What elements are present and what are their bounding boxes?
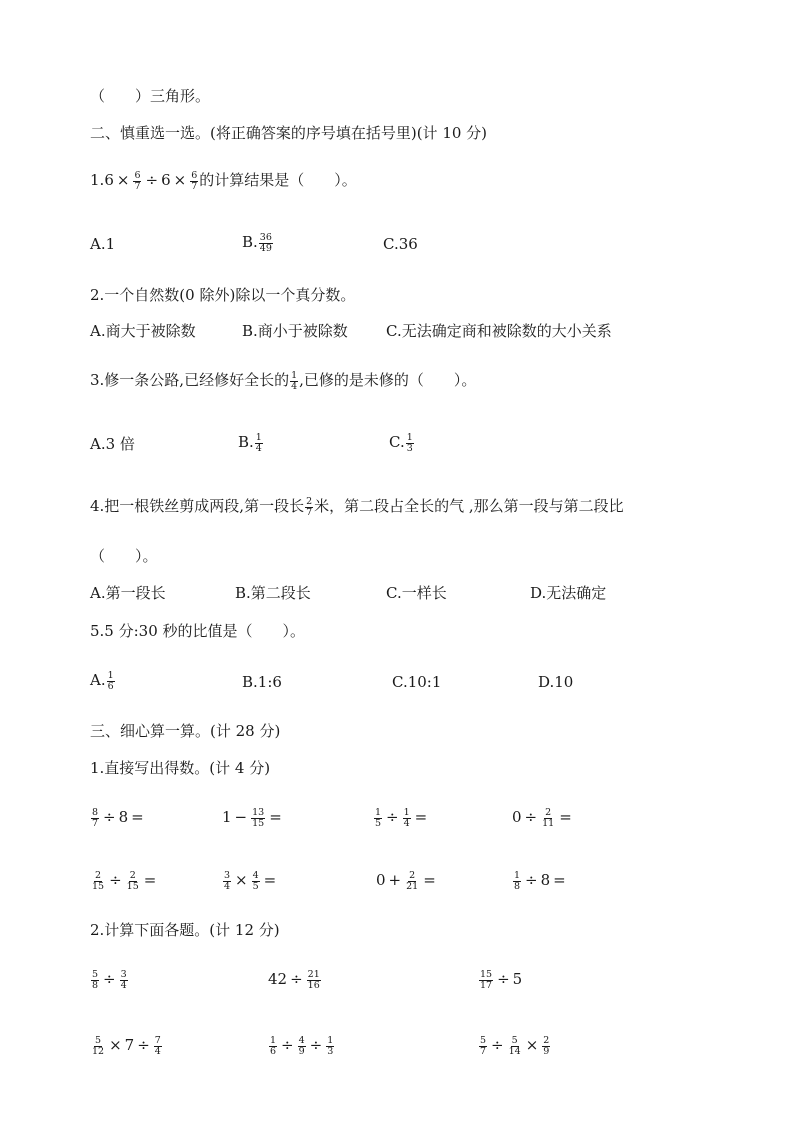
numerator: 1 [403,806,410,818]
q1-prefix: 1. [90,171,105,189]
denominator: 8 [92,979,99,991]
question-2: 2.一个自然数(0 除外)除以一个真分数。 [90,286,356,304]
q1-a: 6 [104,171,114,189]
operator: − [234,808,248,826]
denominator: 7 [134,180,141,192]
calc-2-3 [478,968,522,991]
part-1-title: 1.直接写出得数。(计 4 分) [90,759,271,777]
denominator: 3 [327,1045,334,1057]
q2-option-a: A.商大于被除数 [90,322,196,340]
calc-2-4 [90,1034,163,1057]
numerator: 4 [252,869,259,881]
numerator: 36 [259,231,272,243]
operator: + [388,871,402,889]
denominator: 7 [92,817,99,829]
operator: ÷ [491,1036,504,1054]
numerator: 1 [375,806,382,818]
calc-1-4 [512,806,575,829]
q4-option-a: A.第一段长 [90,584,166,602]
calc-2-1 [90,968,129,991]
numerator: 2 [306,495,313,507]
denominator: 7 [480,1045,487,1057]
divide-sign: ÷ [145,171,159,189]
numerator: 13 [252,806,265,818]
option-letter: C. [389,433,405,451]
equals-sign: = [423,871,436,889]
prev-question-tail: （ ）三角形。 [90,87,211,105]
operator: × [525,1036,539,1054]
operand: 0 [512,808,522,826]
denominator: 4 [224,880,231,892]
q3-fraction [290,371,298,392]
denominator: 6 [270,1045,277,1057]
numerator: 8 [92,806,99,818]
q1-option-c: C.36 [383,235,418,253]
q5-option-d: D.10 [538,673,574,691]
numerator: 1 [514,869,521,881]
operand: 8 [540,871,551,889]
numerator: 1 [406,431,413,443]
equals-sign: = [143,871,157,889]
denominator: 9 [543,1045,550,1057]
calc-1-8 [512,869,569,892]
numerator: 4 [298,1034,305,1046]
numerator: 2 [95,869,102,881]
equals-sign: = [263,871,277,889]
q2-option-c: C.无法确定商和被除数的大小关系 [386,322,612,340]
operator: ÷ [290,970,303,988]
option-letter: A. [90,671,106,689]
calc-2-2 [268,968,322,991]
numerator: 2 [545,806,552,818]
numerator: 2 [543,1034,550,1046]
question-4-line-2: （ ）。 [90,547,158,565]
numerator: 1 [327,1034,334,1046]
calc-1-2 [222,806,285,829]
denominator: 4 [291,380,298,392]
question-3 [90,370,476,392]
numerator: 21 [307,968,320,980]
option-letter: B. [242,233,258,251]
q3-option-b [238,432,264,454]
operator: ÷ [103,970,116,988]
q4-text-pre: 4.把一根铁丝剪成两段,第一段长 [90,497,305,515]
denominator: 8 [514,880,521,892]
calc-1-3 [373,806,430,829]
denominator: 4 [403,817,410,829]
numerator: 5 [95,1034,102,1046]
numerator: 5 [480,1034,487,1046]
operator: ÷ [524,808,538,826]
denominator: 17 [480,979,493,991]
denominator: 3 [406,442,413,454]
equals-sign: = [414,808,428,826]
denominator: 15 [252,817,265,829]
operator: ÷ [137,1036,150,1054]
denominator: 7 [306,506,313,518]
numerator: 1 [107,669,114,681]
denominator: 7 [191,180,198,192]
q3-option-c [389,432,415,454]
q1-b: 6 [161,171,171,189]
operand: 42 [268,970,288,988]
numerator: 6 [134,169,141,181]
numerator: 1 [291,369,298,381]
calc-1-5 [90,869,159,892]
q1-option-a: A.1 [90,235,116,253]
numerator: 2 [129,869,136,881]
operand: 7 [124,1036,135,1054]
q1-fraction-1 [133,171,141,192]
equals-sign: = [131,808,144,826]
section-3-title: 三、细心算一算。(计 28 分) [90,722,281,740]
calc-1-6 [222,869,279,892]
operator: × [109,1036,122,1054]
question-4 [90,496,624,518]
denominator: 6 [107,680,114,692]
numerator: 15 [480,968,493,980]
part-2-title: 2.计算下面各题。(计 12 分) [90,921,280,939]
operand: 1 [222,808,232,826]
denominator: 14 [508,1045,521,1057]
calc-2-6 [478,1034,551,1057]
denominator: 12 [92,1045,105,1057]
q3-text-post: ,已修的是未修的（ ）。 [299,371,477,389]
numerator: 5 [92,968,99,980]
calc-2-5 [268,1034,335,1057]
question-5: 5.5 分:30 秒的比值是（ ）。 [90,622,306,640]
q5-option-c: C.10:1 [392,673,442,691]
q4-fraction [305,497,313,518]
q3-option-a: A.3 倍 [90,435,135,453]
operator: ÷ [386,808,399,826]
numerator: 3 [120,968,127,980]
denominator: 9 [298,1045,305,1057]
times-sign: × [116,171,130,189]
numerator: 3 [224,869,231,881]
q4-text-post: 米，第二段占全长的气 ,那么第一段与第二段比 [314,497,624,515]
denominator: 4 [154,1045,161,1057]
operand: 8 [118,808,129,826]
operator: ÷ [109,871,122,889]
operand: 0 [376,871,386,889]
denominator: 15 [126,880,139,892]
q1-fraction-2 [190,171,198,192]
operator: ÷ [281,1036,294,1054]
denominator: 4 [255,442,262,454]
denominator: 16 [307,979,320,991]
denominator: 49 [259,242,272,254]
operator: ÷ [309,1036,323,1054]
q1-suffix: 的计算结果是（ ）。 [199,171,357,189]
q4-option-d: D.无法确定 [530,584,607,602]
numerator: 1 [270,1034,277,1046]
denominator: 11 [542,817,555,829]
numerator: 5 [511,1034,518,1046]
q2-option-b: B.商小于被除数 [242,322,348,340]
option-letter: B. [238,433,254,451]
q5-option-b: B.1:6 [242,673,282,691]
numerator: 1 [255,431,262,443]
denominator: 5 [375,817,382,829]
numerator: 7 [154,1034,161,1046]
operator: ÷ [103,808,116,826]
q4-option-b: B.第二段长 [235,584,311,602]
operator: ÷ [497,970,510,988]
operator: × [235,871,248,889]
equals-sign: = [559,808,572,826]
q5-option-a [90,670,116,692]
q1-option-b [242,232,274,254]
denominator: 15 [92,880,105,892]
q4-option-c: C.一样长 [386,584,447,602]
q3-text-pre: 3.修一条公路,已经修好全长的 [90,371,290,389]
calc-1-1 [90,806,147,829]
section-2-title: 二、慎重选一选。(将正确答案的序号填在括号里)(计 10 分) [90,124,488,142]
numerator: 6 [191,169,198,181]
equals-sign: = [553,871,566,889]
denominator: 5 [252,880,259,892]
equals-sign: = [269,808,282,826]
numerator: 2 [409,869,416,881]
denominator: 21 [406,880,419,892]
operator: ÷ [525,871,538,889]
denominator: 4 [120,979,127,991]
times-sign: × [173,171,187,189]
calc-1-7 [376,869,439,892]
question-1 [90,170,357,192]
operand: 5 [512,970,523,988]
